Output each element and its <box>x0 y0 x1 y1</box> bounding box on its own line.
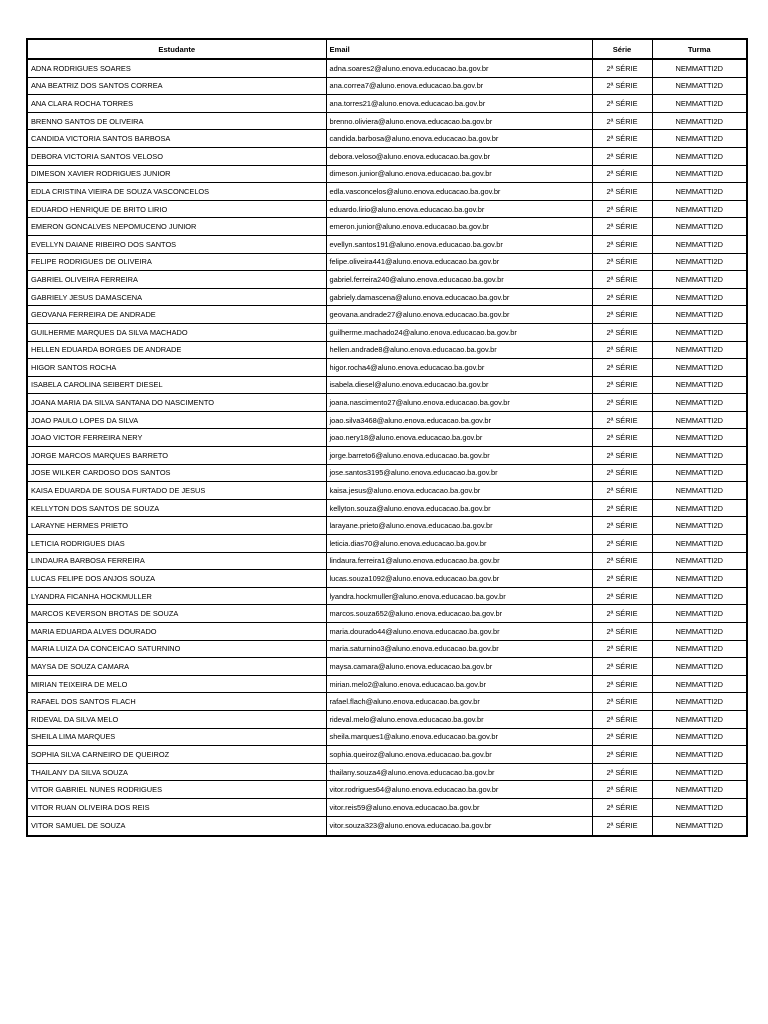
student-name-cell: GABRIEL OLIVEIRA FERREIRA <box>27 271 326 289</box>
serie-cell: 2ª SÉRIE <box>592 710 652 728</box>
table-row <box>27 763 747 781</box>
turma-cell: NEMMATTI2D <box>652 746 747 764</box>
serie-cell: 2ª SÉRIE <box>592 341 652 359</box>
student-name-cell: SOPHIA SILVA CARNEIRO DE QUEIROZ <box>27 746 326 764</box>
student-name-cell: HIGOR SANTOS ROCHA <box>27 359 326 377</box>
student-name-cell: EDLA CRISTINA VIEIRA DE SOUZA VASCONCELOS <box>27 183 326 201</box>
table-row <box>27 499 747 517</box>
student-name-cell: BRENNO SANTOS DE OLIVEIRA <box>27 112 326 130</box>
turma-cell: NEMMATTI2D <box>652 605 747 623</box>
table-row <box>27 165 747 183</box>
serie-cell: 2ª SÉRIE <box>592 499 652 517</box>
table-row <box>27 200 747 218</box>
turma-cell: NEMMATTI2D <box>652 552 747 570</box>
table-row <box>27 552 747 570</box>
email-cell: mirian.melo2@aluno.enova.educacao.ba.gov.br <box>326 675 592 693</box>
table-row <box>27 271 747 289</box>
student-name-cell: THAILANY DA SILVA SOUZA <box>27 763 326 781</box>
turma-cell: NEMMATTI2D <box>652 288 747 306</box>
student-name-cell: JOAO PAULO LOPES DA SILVA <box>27 411 326 429</box>
student-name-cell: DEBORA VICTORIA SANTOS VELOSO <box>27 147 326 165</box>
student-name-cell: RIDEVAL DA SILVA MELO <box>27 710 326 728</box>
student-name-cell: MARIA EDUARDA ALVES DOURADO <box>27 623 326 641</box>
student-name-cell: DIMESON XAVIER RODRIGUES JUNIOR <box>27 165 326 183</box>
table-row <box>27 59 747 77</box>
student-name-cell: ISABELA CAROLINA SEIBERT DIESEL <box>27 376 326 394</box>
serie-cell: 2ª SÉRIE <box>592 728 652 746</box>
table-row <box>27 746 747 764</box>
serie-cell: 2ª SÉRIE <box>592 200 652 218</box>
serie-cell: 2ª SÉRIE <box>592 359 652 377</box>
serie-cell: 2ª SÉRIE <box>592 587 652 605</box>
turma-cell: NEMMATTI2D <box>652 675 747 693</box>
email-cell: joao.nery18@aluno.enova.educacao.ba.gov.br <box>326 429 592 447</box>
serie-cell: 2ª SÉRIE <box>592 112 652 130</box>
serie-cell: 2ª SÉRIE <box>592 183 652 201</box>
table-row <box>27 710 747 728</box>
email-cell: felipe.oliveira441@aluno.enova.educacao.ba.gov.br <box>326 253 592 271</box>
student-name-cell: VITOR SAMUEL DE SOUZA <box>27 816 326 836</box>
header-email: Email <box>326 39 592 59</box>
turma-cell: NEMMATTI2D <box>652 235 747 253</box>
student-name-cell: JORGE MARCOS MARQUES BARRETO <box>27 447 326 465</box>
turma-cell: NEMMATTI2D <box>652 130 747 148</box>
student-name-cell: LARAYNE HERMES PRIETO <box>27 517 326 535</box>
header-serie: Série <box>592 39 652 59</box>
student-name-cell: ADNA RODRIGUES SOARES <box>27 59 326 77</box>
serie-cell: 2ª SÉRIE <box>592 535 652 553</box>
table-row <box>27 675 747 693</box>
email-cell: higor.rocha4@aluno.enova.educacao.ba.gov.br <box>326 359 592 377</box>
student-name-cell: GUILHERME MARQUES DA SILVA MACHADO <box>27 323 326 341</box>
email-cell: vitor.rodrigues64@aluno.enova.educacao.ba.gov.br <box>326 781 592 799</box>
turma-cell: NEMMATTI2D <box>652 165 747 183</box>
table-row <box>27 288 747 306</box>
student-name-cell: CANDIDA VICTORIA SANTOS BARBOSA <box>27 130 326 148</box>
student-name-cell: MIRIAN TEIXEIRA DE MELO <box>27 675 326 693</box>
turma-cell: NEMMATTI2D <box>652 798 747 816</box>
email-cell: sheila.marques1@aluno.enova.educacao.ba.gov.br <box>326 728 592 746</box>
serie-cell: 2ª SÉRIE <box>592 165 652 183</box>
turma-cell: NEMMATTI2D <box>652 517 747 535</box>
table-row <box>27 658 747 676</box>
email-cell: jorge.barreto6@aluno.enova.educacao.ba.gov.br <box>326 447 592 465</box>
serie-cell: 2ª SÉRIE <box>592 77 652 95</box>
serie-cell: 2ª SÉRIE <box>592 605 652 623</box>
turma-cell: NEMMATTI2D <box>652 77 747 95</box>
turma-cell: NEMMATTI2D <box>652 394 747 412</box>
turma-cell: NEMMATTI2D <box>652 623 747 641</box>
header-student: Estudante <box>27 39 326 59</box>
email-cell: larayane.prieto@aluno.enova.educacao.ba.gov.br <box>326 517 592 535</box>
email-cell: kellyton.souza@aluno.enova.educacao.ba.gov.br <box>326 499 592 517</box>
email-cell: vitor.reis59@aluno.enova.educacao.ba.gov.br <box>326 798 592 816</box>
turma-cell: NEMMATTI2D <box>652 816 747 836</box>
email-cell: maria.saturnino3@aluno.enova.educacao.ba.gov.br <box>326 640 592 658</box>
turma-cell: NEMMATTI2D <box>652 728 747 746</box>
turma-cell: NEMMATTI2D <box>652 781 747 799</box>
turma-cell: NEMMATTI2D <box>652 447 747 465</box>
student-name-cell: ANA BEATRIZ DOS SANTOS CORREA <box>27 77 326 95</box>
student-name-cell: KELLYTON DOS SANTOS DE SOUZA <box>27 499 326 517</box>
serie-cell: 2ª SÉRIE <box>592 253 652 271</box>
turma-cell: NEMMATTI2D <box>652 95 747 113</box>
turma-cell: NEMMATTI2D <box>652 710 747 728</box>
student-name-cell: MARIA LUIZA DA CONCEICAO SATURNINO <box>27 640 326 658</box>
student-name-cell: EDUARDO HENRIQUE DE BRITO LIRIO <box>27 200 326 218</box>
turma-cell: NEMMATTI2D <box>652 570 747 588</box>
email-cell: emeron.junior@aluno.enova.educacao.ba.gov.br <box>326 218 592 236</box>
table-row <box>27 253 747 271</box>
email-cell: vitor.souza323@aluno.enova.educacao.ba.gov.br <box>326 816 592 836</box>
table-row <box>27 411 747 429</box>
student-name-cell: VITOR GABRIEL NUNES RODRIGUES <box>27 781 326 799</box>
turma-cell: NEMMATTI2D <box>652 763 747 781</box>
email-cell: marcos.souza652@aluno.enova.educacao.ba.gov.br <box>326 605 592 623</box>
turma-cell: NEMMATTI2D <box>652 587 747 605</box>
turma-cell: NEMMATTI2D <box>652 147 747 165</box>
student-name-cell: GABRIELY JESUS DAMASCENA <box>27 288 326 306</box>
turma-cell: NEMMATTI2D <box>652 59 747 77</box>
serie-cell: 2ª SÉRIE <box>592 429 652 447</box>
student-name-cell: LYANDRA FICANHA HOCKMULLER <box>27 587 326 605</box>
email-cell: kaisa.jesus@aluno.enova.educacao.ba.gov.br <box>326 482 592 500</box>
serie-cell: 2ª SÉRIE <box>592 570 652 588</box>
student-name-cell: LETICIA RODRIGUES DIAS <box>27 535 326 553</box>
table-row <box>27 464 747 482</box>
turma-cell: NEMMATTI2D <box>652 411 747 429</box>
turma-cell: NEMMATTI2D <box>652 271 747 289</box>
serie-cell: 2ª SÉRIE <box>592 376 652 394</box>
table-row <box>27 587 747 605</box>
serie-cell: 2ª SÉRIE <box>592 640 652 658</box>
email-cell: joana.nascimento27@aluno.enova.educacao.ba.gov.br <box>326 394 592 412</box>
email-cell: geovana.andrade27@aluno.enova.educacao.ba.gov.br <box>326 306 592 324</box>
table-row <box>27 235 747 253</box>
email-cell: lindaura.ferreira1@aluno.enova.educacao.ba.gov.br <box>326 552 592 570</box>
table-row <box>27 376 747 394</box>
turma-cell: NEMMATTI2D <box>652 200 747 218</box>
student-name-cell: JOANA MARIA DA SILVA SANTANA DO NASCIMENTO <box>27 394 326 412</box>
email-cell: debora.veloso@aluno.enova.educacao.ba.gov.br <box>326 147 592 165</box>
serie-cell: 2ª SÉRIE <box>592 763 652 781</box>
table-row <box>27 623 747 641</box>
turma-cell: NEMMATTI2D <box>652 359 747 377</box>
table-body <box>27 59 747 836</box>
table-header <box>27 39 747 59</box>
email-cell: hellen.andrade8@aluno.enova.educacao.ba.gov.br <box>326 341 592 359</box>
email-cell: jose.santos3195@aluno.enova.educacao.ba.gov.br <box>326 464 592 482</box>
student-name-cell: FELIPE RODRIGUES DE OLIVEIRA <box>27 253 326 271</box>
email-cell: ana.correa7@aluno.enova.educacao.ba.gov.br <box>326 77 592 95</box>
table-row <box>27 112 747 130</box>
student-name-cell: JOAO VICTOR FERREIRA NERY <box>27 429 326 447</box>
email-cell: edla.vasconcelos@aluno.enova.educacao.ba.gov.br <box>326 183 592 201</box>
turma-cell: NEMMATTI2D <box>652 323 747 341</box>
table-row <box>27 517 747 535</box>
serie-cell: 2ª SÉRIE <box>592 816 652 836</box>
table-row <box>27 535 747 553</box>
student-name-cell: ANA CLARA ROCHA TORRES <box>27 95 326 113</box>
email-cell: sophia.queiroz@aluno.enova.educacao.ba.gov.br <box>326 746 592 764</box>
table-row <box>27 482 747 500</box>
email-cell: lyandra.hockmuller@aluno.enova.educacao.ba.gov.br <box>326 587 592 605</box>
table-row <box>27 798 747 816</box>
student-name-cell: JOSE WILKER CARDOSO DOS SANTOS <box>27 464 326 482</box>
turma-cell: NEMMATTI2D <box>652 499 747 517</box>
email-cell: candida.barbosa@aluno.enova.educacao.ba.gov.br <box>326 130 592 148</box>
email-cell: evellyn.santos191@aluno.enova.educacao.ba.gov.br <box>326 235 592 253</box>
student-name-cell: GEOVANA FERREIRA DE ANDRADE <box>27 306 326 324</box>
turma-cell: NEMMATTI2D <box>652 218 747 236</box>
student-name-cell: SHEILA LIMA MARQUES <box>27 728 326 746</box>
table-row <box>27 394 747 412</box>
email-cell: maria.dourado44@aluno.enova.educacao.ba.gov.br <box>326 623 592 641</box>
serie-cell: 2ª SÉRIE <box>592 59 652 77</box>
table-row <box>27 640 747 658</box>
table-row <box>27 728 747 746</box>
email-cell: thailany.souza4@aluno.enova.educacao.ba.gov.br <box>326 763 592 781</box>
header-row <box>27 39 747 59</box>
serie-cell: 2ª SÉRIE <box>592 235 652 253</box>
table-row <box>27 130 747 148</box>
table-row <box>27 147 747 165</box>
email-cell: gabriel.ferreira240@aluno.enova.educacao.ba.gov.br <box>326 271 592 289</box>
serie-cell: 2ª SÉRIE <box>592 306 652 324</box>
table-row <box>27 605 747 623</box>
turma-cell: NEMMATTI2D <box>652 306 747 324</box>
serie-cell: 2ª SÉRIE <box>592 288 652 306</box>
serie-cell: 2ª SÉRIE <box>592 271 652 289</box>
table-row <box>27 306 747 324</box>
student-name-cell: RAFAEL DOS SANTOS FLACH <box>27 693 326 711</box>
student-table <box>26 38 748 837</box>
serie-cell: 2ª SÉRIE <box>592 798 652 816</box>
student-name-cell: KAISA EDUARDA DE SOUSA FURTADO DE JESUS <box>27 482 326 500</box>
table-row <box>27 77 747 95</box>
student-name-cell: EVELLYN DAIANE RIBEIRO DOS SANTOS <box>27 235 326 253</box>
email-cell: gabriely.damascena@aluno.enova.educacao.ba.gov.br <box>326 288 592 306</box>
turma-cell: NEMMATTI2D <box>652 253 747 271</box>
student-name-cell: MAYSA DE SOUZA CAMARA <box>27 658 326 676</box>
student-name-cell: LINDAURA BARBOSA FERREIRA <box>27 552 326 570</box>
table-row <box>27 781 747 799</box>
table-row <box>27 447 747 465</box>
student-name-cell: LUCAS FELIPE DOS ANJOS SOUZA <box>27 570 326 588</box>
turma-cell: NEMMATTI2D <box>652 112 747 130</box>
serie-cell: 2ª SÉRIE <box>592 447 652 465</box>
turma-cell: NEMMATTI2D <box>652 376 747 394</box>
turma-cell: NEMMATTI2D <box>652 429 747 447</box>
email-cell: joao.silva3468@aluno.enova.educacao.ba.gov.br <box>326 411 592 429</box>
email-cell: eduardo.lirio@aluno.enova.educacao.ba.gov.br <box>326 200 592 218</box>
student-name-cell: EMERON GONCALVES NEPOMUCENO JUNIOR <box>27 218 326 236</box>
turma-cell: NEMMATTI2D <box>652 535 747 553</box>
table-row <box>27 429 747 447</box>
table-row <box>27 359 747 377</box>
email-cell: adna.soares2@aluno.enova.educacao.ba.gov.br <box>326 59 592 77</box>
email-cell: dimeson.junior@aluno.enova.educacao.ba.gov.br <box>326 165 592 183</box>
serie-cell: 2ª SÉRIE <box>592 482 652 500</box>
email-cell: leticia.dias70@aluno.enova.educacao.ba.gov.br <box>326 535 592 553</box>
serie-cell: 2ª SÉRIE <box>592 658 652 676</box>
email-cell: lucas.souza1092@aluno.enova.educacao.ba.gov.br <box>326 570 592 588</box>
serie-cell: 2ª SÉRIE <box>592 95 652 113</box>
turma-cell: NEMMATTI2D <box>652 640 747 658</box>
table-row <box>27 183 747 201</box>
email-cell: rafael.flach@aluno.enova.educacao.ba.gov.br <box>326 693 592 711</box>
turma-cell: NEMMATTI2D <box>652 464 747 482</box>
email-cell: maysa.camara@aluno.enova.educacao.ba.gov.br <box>326 658 592 676</box>
email-cell: brenno.oliviera@aluno.enova.educacao.ba.gov.br <box>326 112 592 130</box>
header-turma: Turma <box>652 39 747 59</box>
turma-cell: NEMMATTI2D <box>652 183 747 201</box>
table-row <box>27 570 747 588</box>
serie-cell: 2ª SÉRIE <box>592 394 652 412</box>
table-row <box>27 816 747 836</box>
turma-cell: NEMMATTI2D <box>652 658 747 676</box>
serie-cell: 2ª SÉRIE <box>592 517 652 535</box>
serie-cell: 2ª SÉRIE <box>592 464 652 482</box>
serie-cell: 2ª SÉRIE <box>592 675 652 693</box>
serie-cell: 2ª SÉRIE <box>592 147 652 165</box>
serie-cell: 2ª SÉRIE <box>592 130 652 148</box>
student-roster-sheet <box>26 38 746 837</box>
turma-cell: NEMMATTI2D <box>652 482 747 500</box>
serie-cell: 2ª SÉRIE <box>592 623 652 641</box>
student-name-cell: VITOR RUAN OLIVEIRA DOS REIS <box>27 798 326 816</box>
serie-cell: 2ª SÉRIE <box>592 746 652 764</box>
table-row <box>27 218 747 236</box>
student-name-cell: MARCOS KEVERSON BROTAS DE SOUZA <box>27 605 326 623</box>
student-name-cell: HELLEN EDUARDA BORGES DE ANDRADE <box>27 341 326 359</box>
serie-cell: 2ª SÉRIE <box>592 781 652 799</box>
table-row <box>27 323 747 341</box>
serie-cell: 2ª SÉRIE <box>592 693 652 711</box>
table-row <box>27 341 747 359</box>
turma-cell: NEMMATTI2D <box>652 341 747 359</box>
serie-cell: 2ª SÉRIE <box>592 552 652 570</box>
table-row <box>27 95 747 113</box>
turma-cell: NEMMATTI2D <box>652 693 747 711</box>
table-row <box>27 693 747 711</box>
serie-cell: 2ª SÉRIE <box>592 323 652 341</box>
serie-cell: 2ª SÉRIE <box>592 218 652 236</box>
email-cell: guilherme.machado24@aluno.enova.educacao.ba.gov.br <box>326 323 592 341</box>
email-cell: rideval.melo@aluno.enova.educacao.ba.gov.br <box>326 710 592 728</box>
email-cell: ana.torres21@aluno.enova.educacao.ba.gov.br <box>326 95 592 113</box>
email-cell: isabela.diesel@aluno.enova.educacao.ba.gov.br <box>326 376 592 394</box>
serie-cell: 2ª SÉRIE <box>592 411 652 429</box>
